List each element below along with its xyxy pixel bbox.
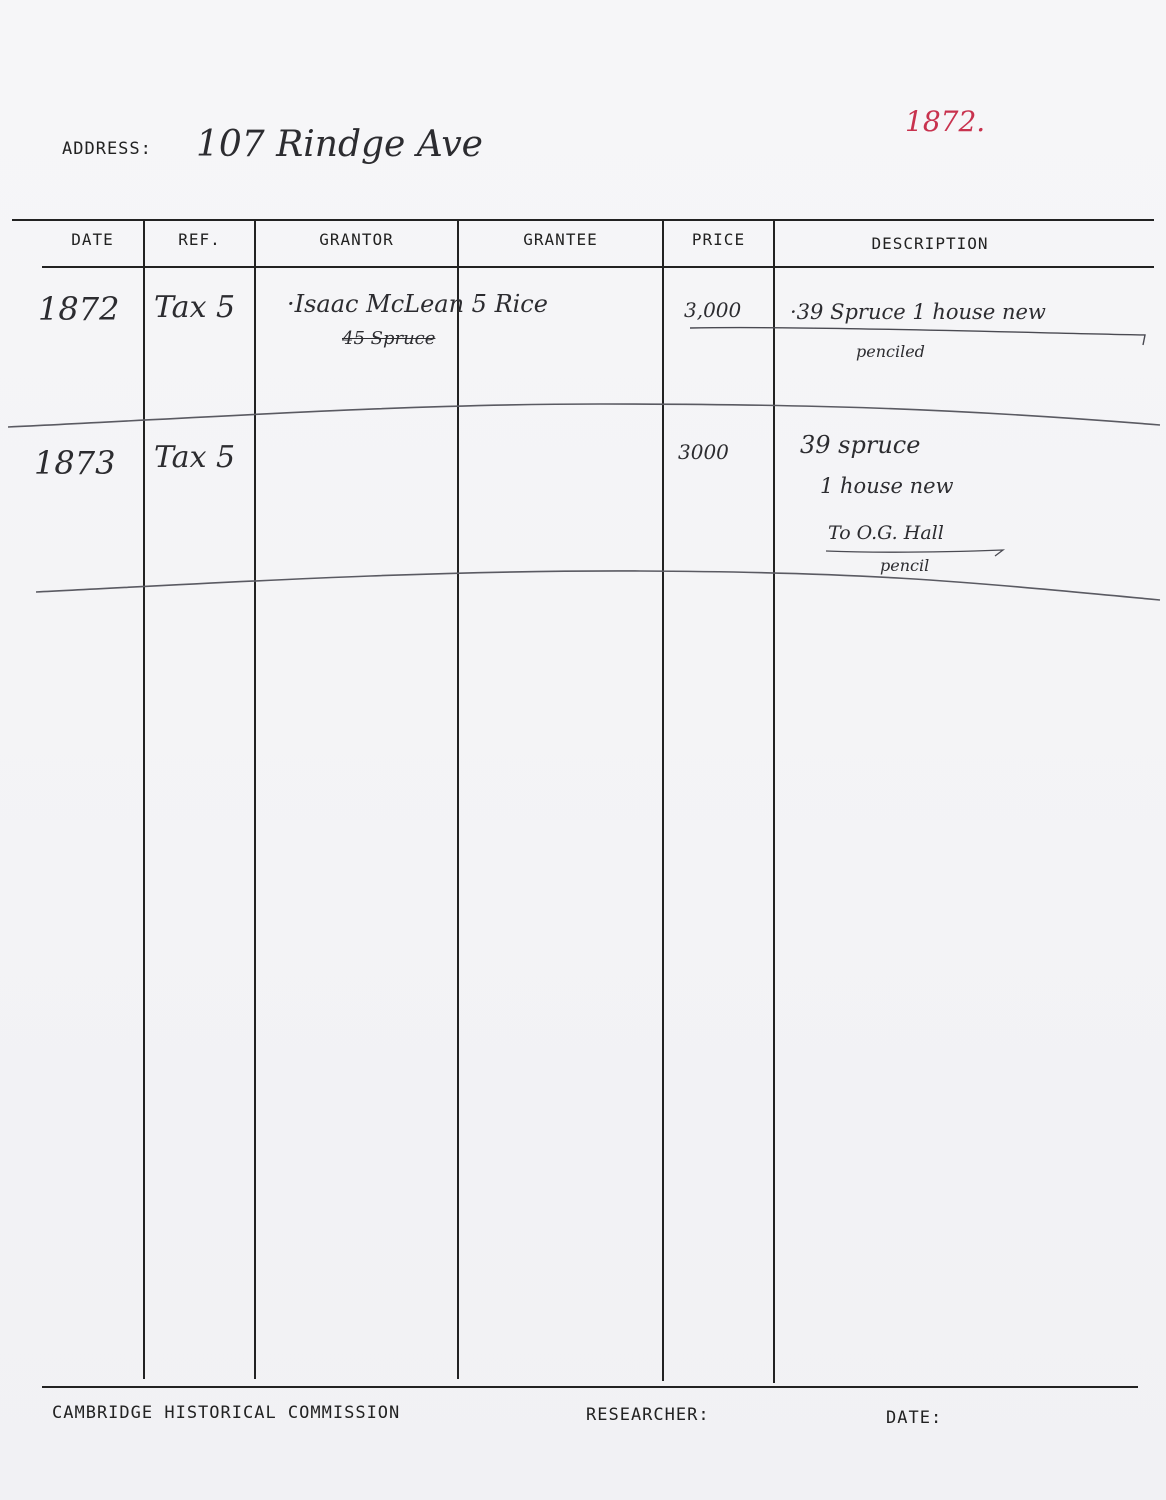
- entry-price: 3,000: [684, 298, 742, 322]
- column-header-grantor: GRANTOR: [319, 230, 394, 249]
- corner-year: 1872.: [905, 105, 986, 138]
- footer-researcher-label: RESEARCHER:: [586, 1405, 710, 1425]
- column-header-price: PRICE: [691, 230, 746, 249]
- footer-organization: CAMBRIDGE HISTORICAL COMMISSION: [52, 1403, 401, 1423]
- entry-description-line3: To O.G. Hall: [828, 522, 944, 544]
- column-header-ref: REF.: [178, 230, 221, 249]
- entry-date: 1873: [34, 444, 116, 482]
- entry-price: 3000: [678, 440, 729, 464]
- entry-grantor: ·Isaac McLean 5 Rice: [287, 290, 548, 318]
- column-header-date: DATE: [71, 230, 114, 249]
- entry-description-line2: 1 house new: [820, 474, 954, 498]
- column-header-description: DESCRIPTION: [871, 234, 989, 253]
- entry-description-note: penciled: [856, 342, 925, 361]
- column-header-grantee: GRANTEE: [523, 230, 598, 249]
- entry-grantor-note: 45 Spruce: [342, 328, 436, 349]
- entry-date: 1872: [38, 290, 120, 328]
- entry-ref: Tax 5: [154, 290, 236, 325]
- entry-description-line1: 39 spruce: [800, 431, 921, 459]
- entry-description: ·39 Spruce 1 house new: [790, 300, 1046, 324]
- footer-date-label: DATE:: [886, 1408, 943, 1428]
- address-label: ADDRESS:: [62, 139, 152, 159]
- entry-description-note: pencil: [880, 556, 930, 575]
- entry-ref: Tax 5: [154, 440, 236, 475]
- address-value: 107 Rindge Ave: [196, 124, 483, 165]
